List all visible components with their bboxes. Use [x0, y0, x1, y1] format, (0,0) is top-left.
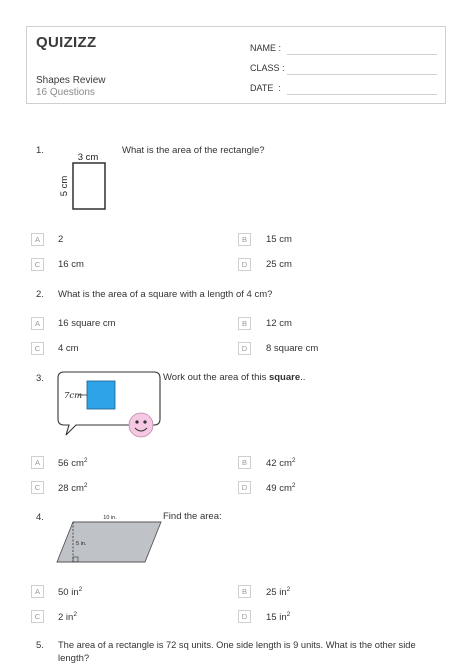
option-a-letter[interactable]: A — [31, 585, 44, 598]
option-c-text[interactable]: 2 $in^2$ — [58, 611, 77, 624]
option-d-letter[interactable]: D — [238, 342, 251, 355]
option-d-text[interactable]: 15 $in^2$ — [266, 611, 291, 624]
name-label: NAME : — [250, 43, 282, 53]
option-d-text[interactable]: 8 square cm — [266, 343, 319, 354]
smiley-ball — [129, 413, 153, 437]
option-b-text[interactable]: 25 $in^2$ — [266, 586, 291, 599]
question-number: 2. — [36, 289, 44, 300]
option-b-letter[interactable]: B — [238, 585, 251, 598]
option-c-text[interactable]: 16 cm — [58, 259, 84, 270]
class-label: CLASS : — [250, 63, 285, 73]
option-d-text[interactable]: 25 cm — [266, 259, 292, 270]
option-c-letter[interactable]: C — [31, 610, 44, 623]
question-number: 3. — [36, 373, 44, 384]
date-label: DATE : — [250, 83, 281, 93]
option-d-letter[interactable]: D — [238, 610, 251, 623]
option-a-text[interactable]: 2 — [58, 234, 64, 245]
option-b-letter[interactable]: B — [238, 233, 251, 246]
question-text: Find the area: — [163, 511, 222, 522]
option-b-text[interactable]: 12 cm — [266, 318, 292, 329]
option-a-text[interactable]: 50 $in^2$ — [58, 586, 83, 599]
option-c-letter[interactable]: C — [31, 342, 44, 355]
option-c-text[interactable]: 4 cm — [58, 343, 79, 354]
name-field[interactable] — [287, 54, 437, 55]
option-b-text[interactable]: 15 cm — [266, 234, 292, 245]
question-text: What is the area of the rectangle? — [122, 145, 265, 156]
option-c-letter[interactable]: C — [31, 481, 44, 494]
question-count: 16 Questions — [36, 87, 95, 98]
parallelogram-figure — [55, 510, 167, 566]
question-text: What is the area of a square with a length of 4 cm? — [58, 289, 273, 300]
question-text: The area of a rectangle is 72 sq units. One side length is 9 units. What is the other side — [58, 640, 416, 650]
question-text: Work out the area of this square.. — [163, 372, 306, 383]
blue-square — [87, 381, 115, 409]
speech-bubble-figure — [56, 369, 166, 441]
height-label: 5 cm — [59, 175, 70, 197]
option-a-text[interactable]: 56 $cm^2$ — [58, 457, 88, 470]
option-a-letter[interactable]: A — [31, 317, 44, 330]
parallelogram-shape — [57, 522, 161, 562]
question-number: 4. — [36, 512, 44, 523]
option-b-letter[interactable]: B — [238, 456, 251, 469]
question-number: 5. — [36, 640, 44, 651]
option-c-letter[interactable]: C — [31, 258, 44, 271]
date-field[interactable] — [287, 94, 437, 95]
option-d-letter[interactable]: D — [238, 258, 251, 271]
worksheet-header — [26, 26, 446, 104]
height-label: 5 in. — [76, 541, 87, 547]
option-d-text[interactable]: 49 $cm^2$ — [266, 482, 296, 495]
option-b-text[interactable]: 42 $cm^2$ — [266, 457, 296, 470]
width-label: 3 cm — [77, 152, 99, 163]
question-number: 1. — [36, 145, 44, 156]
rectangle-figure — [55, 148, 115, 214]
rectangle-shape — [73, 163, 105, 209]
option-a-text[interactable]: 16 square cm — [58, 318, 116, 329]
base-label: 10 in. — [103, 515, 117, 521]
class-field[interactable] — [287, 74, 437, 75]
option-d-letter[interactable]: D — [238, 481, 251, 494]
worksheet-title: Shapes Review — [36, 75, 106, 86]
side-label: 7cm — [64, 391, 83, 401]
option-c-text[interactable]: 28 $cm^2$ — [58, 482, 88, 495]
option-b-letter[interactable]: B — [238, 317, 251, 330]
option-a-letter[interactable]: A — [31, 233, 44, 246]
option-a-letter[interactable]: A — [31, 456, 44, 469]
question-text-continued: length? — [58, 653, 90, 664]
quizizz-logo: QUIZIZZ — [36, 34, 97, 51]
